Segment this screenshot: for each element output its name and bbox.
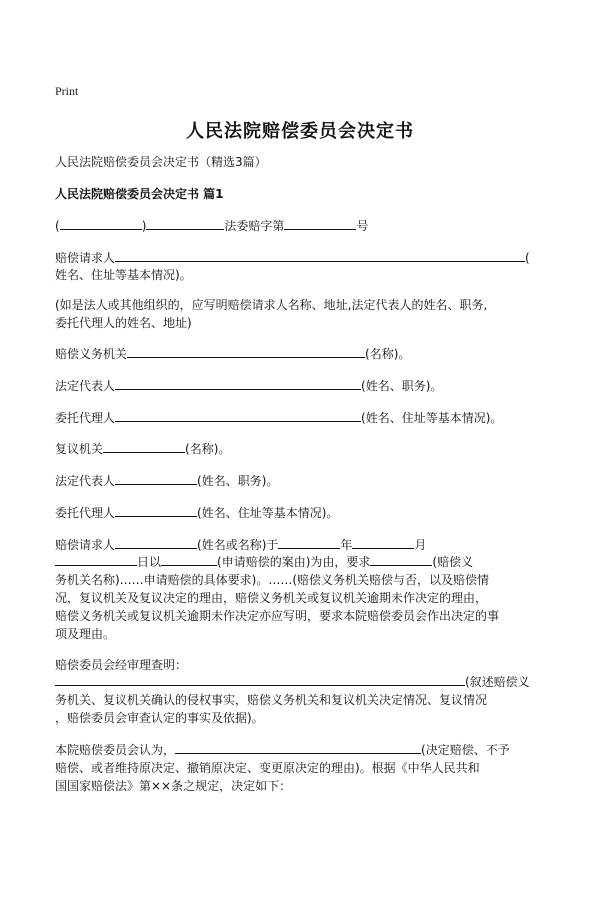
blank: [115, 409, 361, 422]
legal-rep-line-1: 法定代表人 (姓名、职务)。: [55, 379, 443, 393]
blank: [115, 377, 361, 390]
blank: [175, 741, 421, 754]
blank: [115, 536, 197, 549]
claimant-note: 姓名、住址等基本情况)。: [55, 268, 192, 282]
para1-line-1: 赔偿请求人 (姓名或名称)于 年 月: [55, 538, 427, 552]
para1-line-2: 日以 (申请赔偿的案由)为由，要求 (赔偿义: [55, 553, 473, 572]
para2-line-1: 赔偿委员会经审理查明：: [55, 658, 188, 672]
claimant-line: 赔偿请求人 (: [55, 251, 530, 265]
para3-line-1: 本院赔偿委员会认为， (决定赔偿、不予: [55, 743, 510, 757]
note-line-1: (如是法人或其他组织的，应写明赔偿请求人名称、地址,法定代表人的姓名、职务,: [55, 298, 488, 312]
section-heading: 人民法院赔偿委员会决定书 篇1: [55, 187, 224, 201]
blank: [284, 217, 356, 230]
blank: [115, 472, 197, 485]
obligor-line: 赔偿义务机关 (名称)。: [55, 347, 411, 361]
legal-rep-line-2: 法定代表人 (姓名、职务)。: [55, 474, 279, 488]
para3-line-3: 国国家赔偿法》第××条之规定，决定如下：: [55, 779, 292, 793]
blank: [370, 553, 432, 566]
para3-line-2: 赔偿、或者维持原决定、撤销原决定、变更原决定的理由)。根据《中华人民共和: [55, 761, 480, 775]
agent-line-2: 委托代理人 (姓名、住址等基本情况)。: [55, 506, 339, 520]
para1-line-3: 务机关名称)……申请赔偿的具体要求)。……(赔偿义务机关赔偿与否，以及赔偿情: [55, 573, 490, 587]
document-title: 人民法院赔偿委员会决定书: [186, 121, 414, 142]
para1-line-4: 况，复议机关及复议决定的理由，赔偿义务机关或复议机关逾期未作决定的理由，: [55, 591, 488, 605]
blank: [146, 217, 224, 230]
blank: [352, 536, 414, 549]
para1-line-6: 项及理由。: [55, 627, 116, 641]
blank: [103, 440, 185, 453]
review-org-line: 复议机关 (名称)。: [55, 442, 231, 456]
blank: [55, 673, 465, 686]
blank: [55, 553, 137, 566]
agent-line-1: 委托代理人 (姓名、住址等基本情况)。: [55, 411, 503, 425]
blank: [115, 504, 197, 517]
para2-line-4: ，赔偿委员会审查认定的事实及依据)。: [55, 711, 264, 725]
blank: [278, 536, 340, 549]
note-line-2: 委托代理人的姓名、地址): [55, 316, 192, 330]
blank: [161, 553, 217, 566]
blank: [115, 249, 525, 262]
case-number-line: ( ) 法委赔字第 号: [55, 219, 369, 233]
subtitle: 人民法院赔偿委员会决定书（精选3篇）: [55, 155, 267, 169]
blank: [60, 217, 142, 230]
para2-line-3: 务机关、复议机关确认的侵权事实，赔偿义务机关和复议机关决定情况、复议情况: [55, 693, 488, 707]
print-label: Print: [55, 84, 79, 98]
para2-line-2: (叙述赔偿义: [55, 673, 530, 692]
para1-line-5: 赔偿义务机关或复议机关逾期未作决定亦应写明，要求本院赔偿委员会作出决定的事: [55, 609, 500, 623]
blank: [127, 345, 365, 358]
